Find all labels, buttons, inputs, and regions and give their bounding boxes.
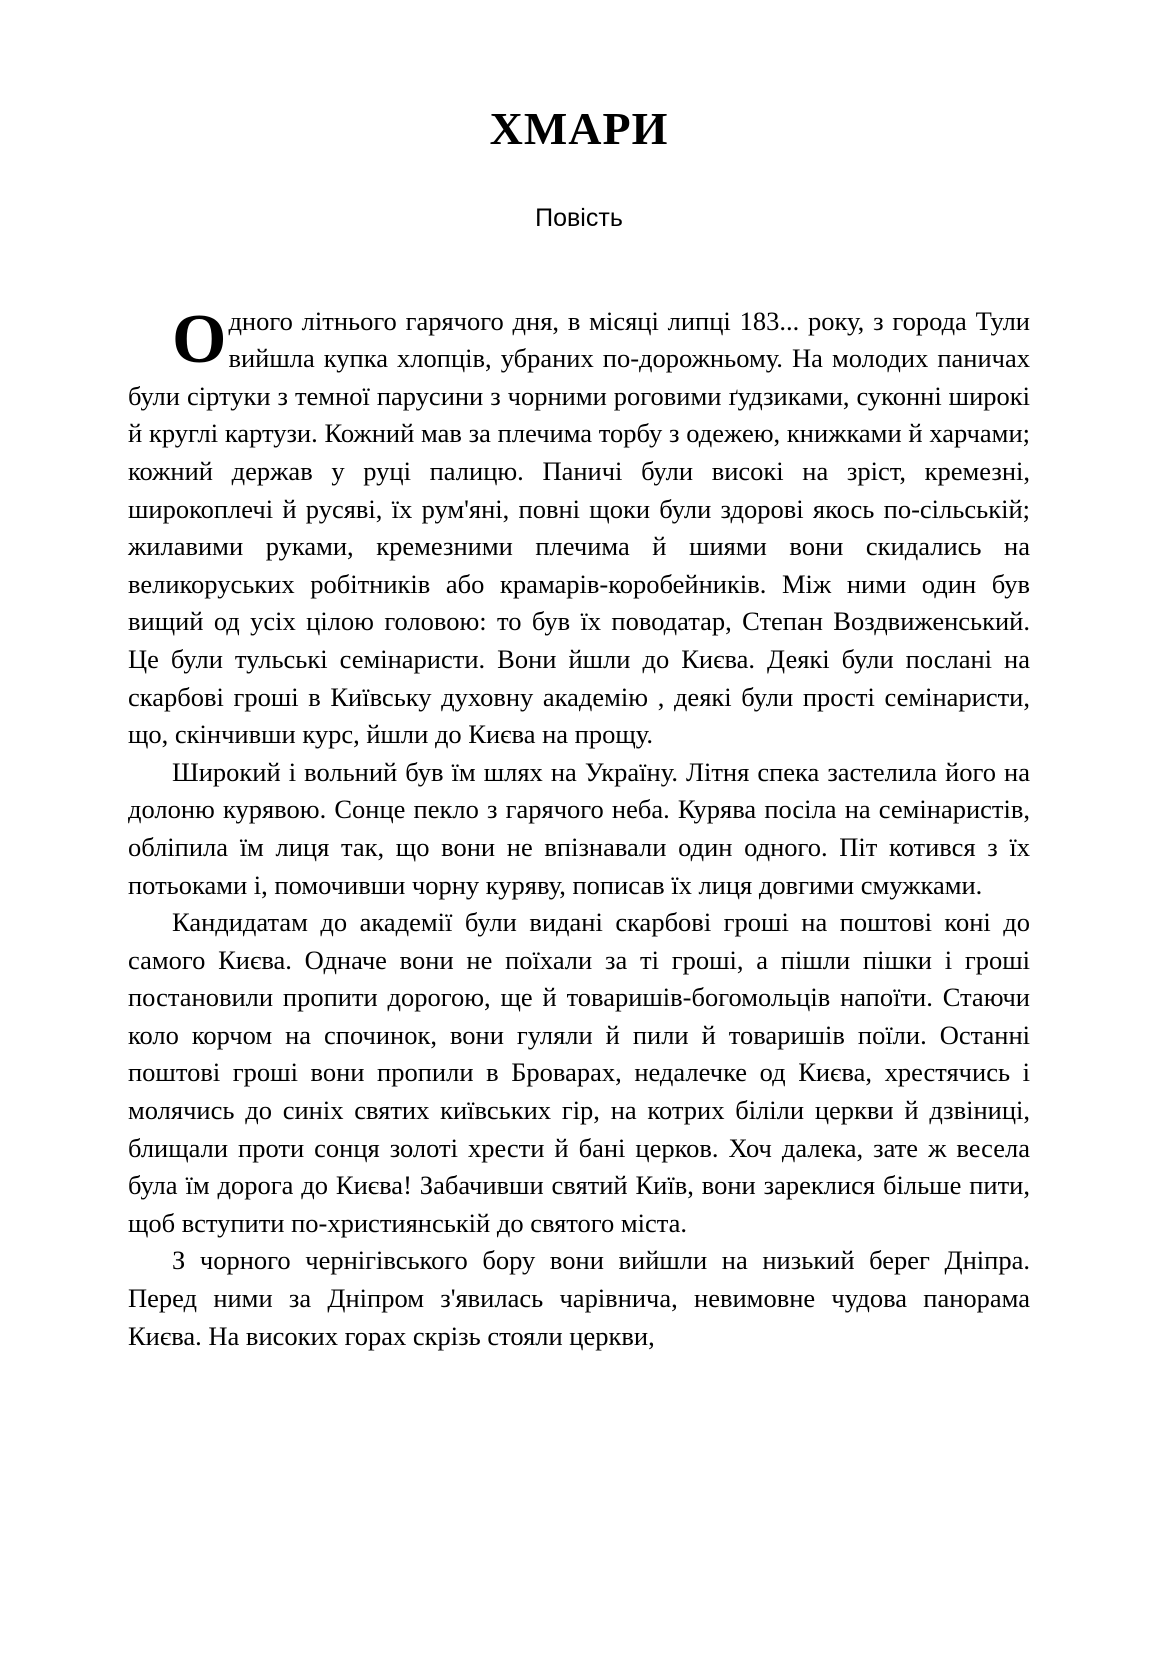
page-content-column — [128, 0, 1030, 1355]
paragraph-1: Одного літнього гарячого дня, в місяці липці 183... року, з города Тули вийшла купка хлопців, убраних по-дорожньому. На молодих паничах були сіртуки з темної парусини з чорними роговими ґудзиками, суконні широкі й круглі картузи. Кожний мав за плечима торбу з одежею, книжками й харчами; кожний держав у руці палицю. Паничі були високі на зріст, кремезні, широкоплечі й русяві, їх рум'яні, повні щоки були здорові якось по-сільській; жилавими руками, кремезними плечима й шиями вони скидались на великоруських робітників або крамарів-коробейників. Між ними один був вищий од усіх цілою головою: то був їх поводатар, Степан Воздвиженський. Це були тульські семінаристи. Вони йшли до Києва. Деякі були послані на скарбові гроші в Київську духовну академію , деякі були прості семінаристи, що, скінчивши курс, йшли до Києва на прощу. — [128, 300, 1030, 750]
paragraph-4: З чорного чернігівського бору вони вийшли на низький берег Дніпра. Перед ними за Дніпром з'явилась чарівнича, невимовне чудова панорама Києва. На високих горах скрізь стояли церкви, — [128, 1245, 1030, 1351]
paragraph-2: Широкий і вольний був їм шлях на Україну. Літня спека застелила його на долоню курявою. Сонце пекло з гарячого неба. Курява посіла на семінаристів, обліпила їм лиця так, що вони не впізнавали один одного. Піт котився з їх потьоками і, помочивши чорну куряву, пописав їх лиця довгими смужками. — [128, 756, 1030, 900]
body-text-block — [128, 300, 1030, 1356]
page-title: ХМАРИ — [489, 103, 669, 154]
page-subtitle: Повість — [535, 203, 623, 232]
paragraph-3: Кандидатам до академії були видані скарбові гроші на поштові коні до самого Києва. Одначе вони не поїхали за ті гроші, а пішли пішки і гроші постановили пропити дорогою, ще й товаришів-богомольців напоїти. Стаючи коло корчом на спочинок, вони гуляли й пили й товаришів поїли. Останні поштові гроші вони пропили в Броварах, недалечке од Києва, хрестячись і молячись до синіх святих київських гір, на котрих біліли церкви й дзвіниці, блищали проти сонця золоті хрести й бані церков. Хоч далека, зате ж весела була їм дорога до Києва! Забачивши святий Київ, вони зареклися більше пити, щоб вступити по-християнській до святого міста. — [128, 907, 1030, 1238]
